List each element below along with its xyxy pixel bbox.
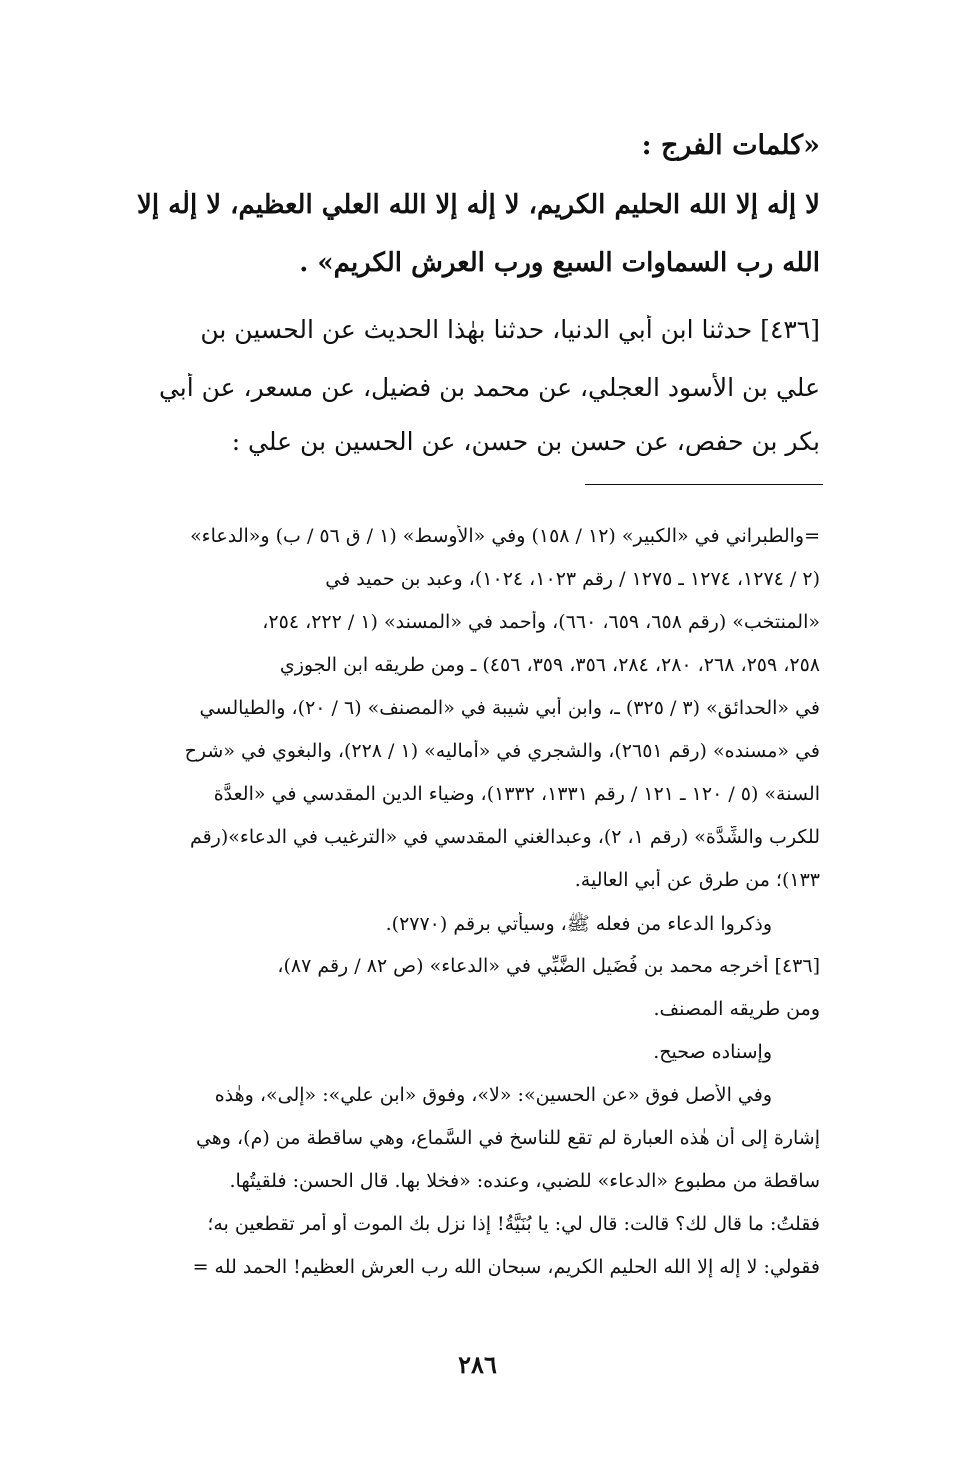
footnote-line: وذكروا الدعاء من فعله ﷺ، وسيأتي برقم (٢٧٧٠). (385, 913, 772, 935)
footnote-separator (585, 484, 823, 485)
text-line-1: [٤٣٦] حدثنا ابن أبي الدنيا، حدثنا بهٰذا الحديث عن الحسين بن (200, 315, 820, 344)
footnote-line: (٢ / ١٢٧٤، ١٢٧٤ ـ ١٢٧٥ / رقم ١٠٢٣، ١٠٢٤)، وعبد بن حميد في (325, 568, 820, 590)
footnote-line: =والطبراني في «الكبير» (١٢ / ١٥٨) وفي «الأوسط» (١ / ق ٥٦ / ب) و«الدعاء» (190, 525, 820, 547)
footnote-line: وإسناده صحيح. (653, 1041, 772, 1063)
text-line-2: علي بن الأسود العجلي، عن محمد بن فضيل، عن مسعر، عن أبي (158, 373, 820, 402)
footnote-line: للكرب والشِّدَّة» (رقم ١، ٢)، وعبدالغني المقدسي في «الترغيب في الدعاء»(رقم (189, 826, 820, 848)
footnote-line: «المنتخب» (رقم ٦٥٨، ٦٥٩، ٦٦٠)، وأحمد في «المسند» (١ / ٢٢٢، ٢٥٤، (262, 611, 820, 633)
footnote-line: في «الحدائق» (٣ / ٣٢٥) ـ، وابن أبي شيبة في «المصنف» (٦ / ٢٠)، والطيالسي (199, 697, 820, 719)
footnote-line: السنة» (٥ / ١٢٠ ـ ١٢١ / رقم ١٣٣١، ١٣٣٢)، وضياء الدين المقدسي في «العدَّة (213, 783, 820, 805)
footnote-line: فقولي: لا إله إلا الله الحليم الكريم، سبحان الله رب العرش العظيم! الحمد لله = (192, 1256, 820, 1278)
footnote-line: ٢٥٨، ٢٥٩، ٢٦٨، ٢٨٠، ٢٨٤، ٣٥٦، ٣٥٩، ٤٥٦) ـ ومن طريقه ابن الجوزي (279, 654, 820, 676)
page-number: ٢٨٦ (458, 1350, 497, 1379)
footnote-line: وفي الأصل فوق «عن الحسين»: «لا»، وفوق «ابن علي»: «إلى»، وهٰذه (214, 1084, 772, 1106)
bold-line-1: لا إلٰه إلا الله الحليم الكريم، لا إلٰه إلا الله العلي العظيم، لا إلٰه إلا (137, 190, 820, 220)
footnote-line: إشارة إلى أن هٰذه العبارة لم تقع للناسخ في السَّماع، وهي ساقطة من (م)، وهي (195, 1127, 820, 1149)
footnote-line: ومن طريقه المصنف. (653, 998, 820, 1020)
footnote-line: ١٣٣)؛ من طرق عن أبي العالية. (574, 869, 820, 891)
footnote-line: [٤٣٦] أخرجه محمد بن فُضَيل الضَّبِّي في «الدعاء» (ص ٨٢ / رقم ٨٧)، (277, 955, 820, 977)
heading: «كلمات الفرج : (641, 130, 820, 161)
footnote-line: ساقطة من مطبوع «الدعاء» للضبي، وعنده: «فخلا بها. قال الحسن: فلقيتُها. (229, 1170, 820, 1192)
bold-line-2: الله رب السماوات السبع ورب العرش الكريم» . (299, 248, 820, 278)
footnote-line: في «مسنده» (رقم ٢٦٥١)، والشجري في «أماليه» (١ / ٢٢٨)، والبغوي في «شرح (184, 740, 820, 762)
footnote-line: فقلتُ: ما قال لك؟ قالت: قال لي: يا بُنَيَّةُ! إذا نزل بك الموت أو أمر تقطعين به؛ (207, 1213, 820, 1235)
text-line-3: بكر بن حفص، عن حسن بن حسن، عن الحسين بن علي : (231, 427, 820, 456)
